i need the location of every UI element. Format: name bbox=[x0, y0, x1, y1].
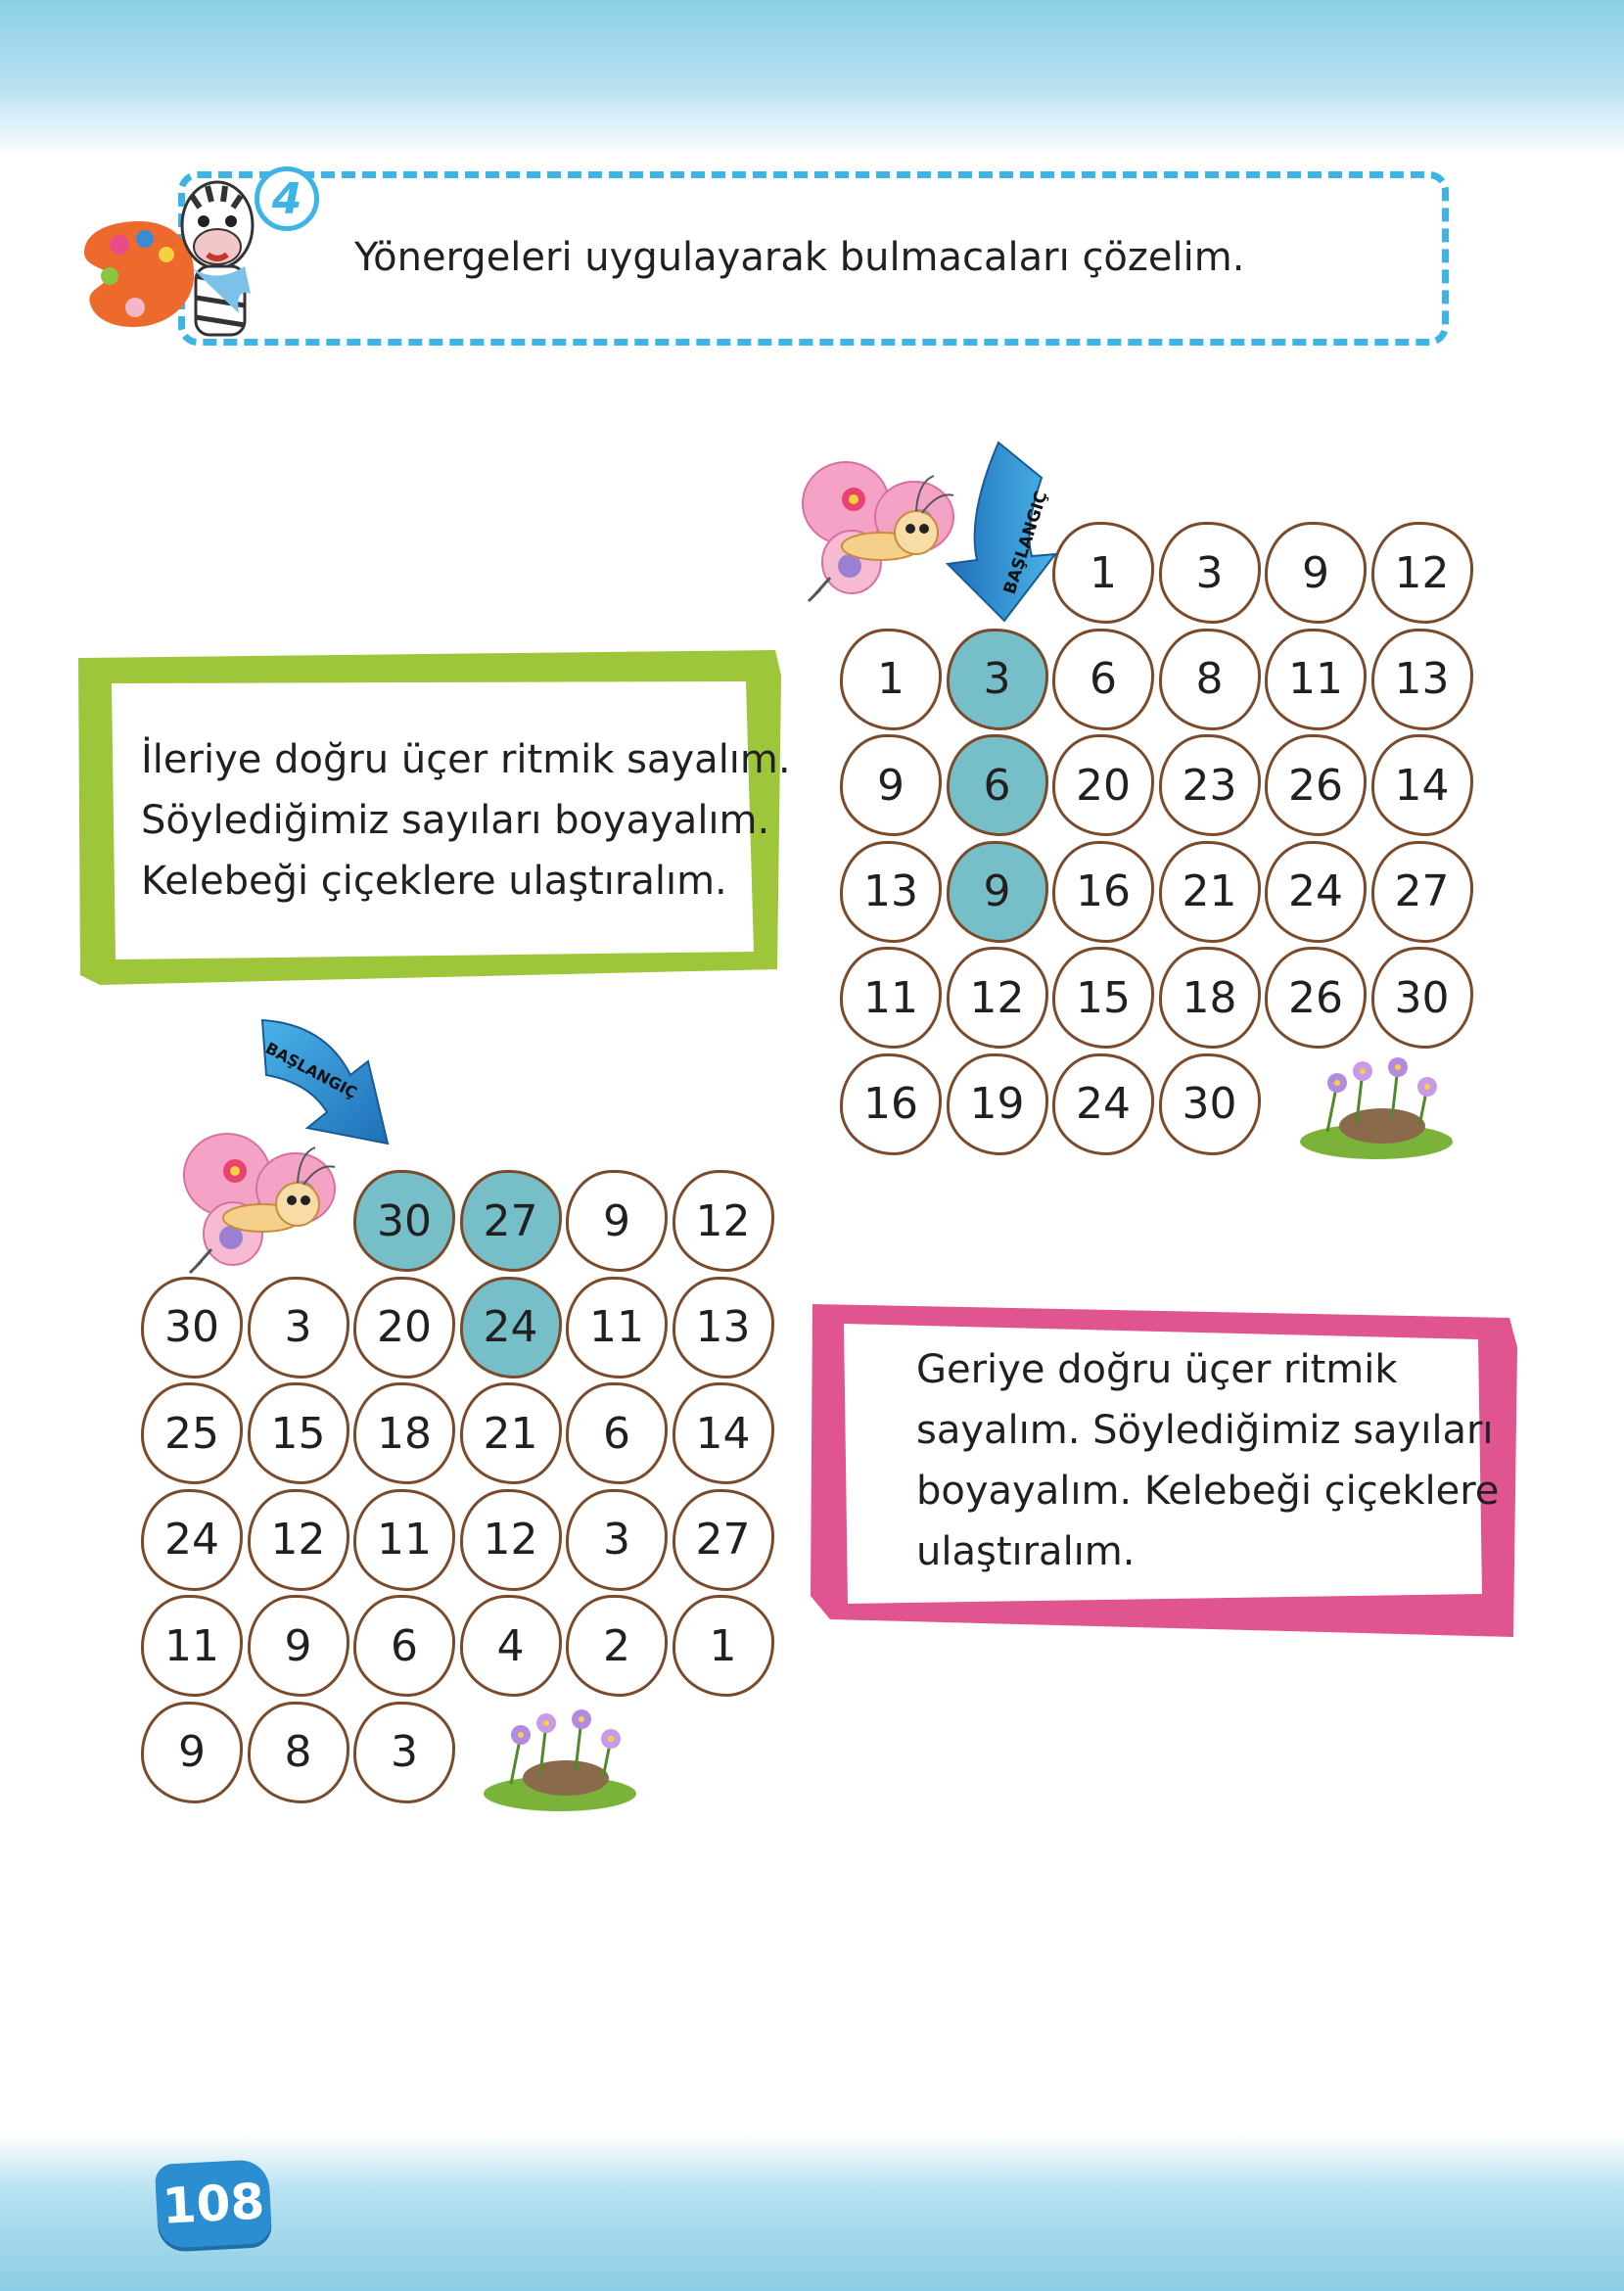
forward-note-line: Söylediğimiz sayıları boyayalım. bbox=[141, 798, 770, 843]
grid-cell[interactable]: 15 bbox=[248, 1382, 349, 1484]
grid-cell[interactable]: 30 bbox=[353, 1170, 455, 1272]
backward-note-line: ulaştıralım. bbox=[916, 1529, 1136, 1574]
flowers-icon bbox=[482, 1706, 638, 1811]
grid-cell[interactable]: 3 bbox=[248, 1277, 349, 1379]
grid-cell[interactable]: 9 bbox=[248, 1595, 349, 1697]
grid-cell[interactable]: 14 bbox=[1371, 734, 1473, 836]
grid-cell[interactable]: 30 bbox=[141, 1277, 243, 1379]
butterfly-icon bbox=[791, 452, 963, 609]
grid-cell[interactable]: 21 bbox=[460, 1382, 562, 1484]
grid-cell[interactable]: 27 bbox=[1371, 841, 1473, 943]
grid-cell[interactable]: 20 bbox=[353, 1277, 455, 1379]
backward-note-line: sayalım. Söylediğimiz sayıları bbox=[916, 1408, 1494, 1453]
forward-note-line: Kelebeği çiçeklere ulaştıralım. bbox=[141, 859, 727, 904]
instruction-text: Yönergeleri uygulayarak bulmacaları çözelim. bbox=[354, 235, 1245, 280]
grid-cell[interactable]: 27 bbox=[673, 1489, 774, 1591]
grid-cell[interactable]: 11 bbox=[1265, 629, 1367, 730]
backward-note-line: Geriye doğru üçer ritmik bbox=[916, 1347, 1398, 1392]
grid-cell[interactable]: 20 bbox=[1052, 734, 1154, 836]
start-label-forward: BAŞLANGIÇ bbox=[999, 489, 1052, 597]
top-band bbox=[0, 0, 1624, 157]
grid-cell[interactable]: 1 bbox=[673, 1595, 774, 1697]
page-number: 108 bbox=[155, 2159, 272, 2249]
grid-cell[interactable]: 19 bbox=[947, 1053, 1048, 1155]
grid-cell[interactable]: 9 bbox=[840, 734, 942, 836]
grid-cell[interactable]: 30 bbox=[1159, 1053, 1261, 1155]
grid-cell[interactable]: 24 bbox=[141, 1489, 243, 1591]
grid-cell[interactable]: 11 bbox=[353, 1489, 455, 1591]
grid-cell[interactable]: 6 bbox=[353, 1595, 455, 1697]
grid-cell[interactable]: 21 bbox=[1159, 841, 1261, 943]
grid-cell[interactable]: 1 bbox=[1052, 522, 1154, 624]
grid-cell[interactable]: 12 bbox=[1371, 522, 1473, 624]
grid-cell[interactable]: 30 bbox=[1371, 947, 1473, 1049]
grid-cell[interactable]: 26 bbox=[1265, 734, 1367, 836]
grid-cell[interactable]: 8 bbox=[248, 1702, 349, 1803]
grid-cell[interactable]: 13 bbox=[673, 1277, 774, 1379]
grid-cell[interactable]: 11 bbox=[141, 1595, 243, 1697]
grid-cell[interactable]: 25 bbox=[141, 1382, 243, 1484]
grid-cell[interactable]: 8 bbox=[1159, 629, 1261, 730]
forward-note-line: İleriye doğru üçer ritmik sayalım. bbox=[141, 737, 791, 782]
grid-cell[interactable]: 12 bbox=[673, 1170, 774, 1272]
grid-cell[interactable]: 12 bbox=[947, 947, 1048, 1049]
activity-number-badge: 4 bbox=[255, 166, 319, 231]
grid-cell[interactable]: 9 bbox=[1265, 522, 1367, 624]
backward-note-line: boyayalım. Kelebeği çiçeklere bbox=[916, 1469, 1500, 1514]
butterfly-icon bbox=[172, 1124, 345, 1281]
grid-cell[interactable]: 16 bbox=[1052, 841, 1154, 943]
grid-cell[interactable]: 24 bbox=[460, 1277, 562, 1379]
grid-cell[interactable]: 24 bbox=[1052, 1053, 1154, 1155]
grid-cell[interactable]: 16 bbox=[840, 1053, 942, 1155]
grid-cell[interactable]: 23 bbox=[1159, 734, 1261, 836]
grid-cell[interactable]: 15 bbox=[1052, 947, 1154, 1049]
grid-cell[interactable]: 3 bbox=[1159, 522, 1261, 624]
flowers-icon bbox=[1298, 1053, 1455, 1159]
grid-cell[interactable]: 3 bbox=[353, 1702, 455, 1803]
grid-cell[interactable]: 12 bbox=[248, 1489, 349, 1591]
grid-cell[interactable]: 13 bbox=[1371, 629, 1473, 730]
start-label-backward: BAŞLANGIÇ bbox=[262, 1038, 360, 1102]
grid-cell[interactable]: 9 bbox=[141, 1702, 243, 1803]
grid-cell[interactable]: 13 bbox=[840, 841, 942, 943]
grid-cell[interactable]: 26 bbox=[1265, 947, 1367, 1049]
grid-cell[interactable]: 11 bbox=[566, 1277, 668, 1379]
grid-cell[interactable]: 27 bbox=[460, 1170, 562, 1272]
grid-cell[interactable]: 24 bbox=[1265, 841, 1367, 943]
grid-cell[interactable]: 2 bbox=[566, 1595, 668, 1697]
grid-cell[interactable]: 12 bbox=[460, 1489, 562, 1591]
grid-cell[interactable]: 6 bbox=[947, 734, 1048, 836]
grid-cell[interactable]: 6 bbox=[1052, 629, 1154, 730]
grid-cell[interactable]: 18 bbox=[353, 1382, 455, 1484]
grid-cell[interactable]: 14 bbox=[673, 1382, 774, 1484]
grid-cell[interactable]: 18 bbox=[1159, 947, 1261, 1049]
grid-cell[interactable]: 3 bbox=[947, 629, 1048, 730]
forward-note-text bbox=[141, 729, 791, 912]
grid-cell[interactable]: 4 bbox=[460, 1595, 562, 1697]
grid-cell[interactable]: 1 bbox=[840, 629, 942, 730]
backward-note-text bbox=[916, 1339, 1500, 1582]
grid-cell[interactable]: 6 bbox=[566, 1382, 668, 1484]
grid-cell[interactable]: 9 bbox=[947, 841, 1048, 943]
grid-cell[interactable]: 9 bbox=[566, 1170, 668, 1272]
grid-cell[interactable]: 11 bbox=[840, 947, 942, 1049]
grid-cell[interactable]: 3 bbox=[566, 1489, 668, 1591]
